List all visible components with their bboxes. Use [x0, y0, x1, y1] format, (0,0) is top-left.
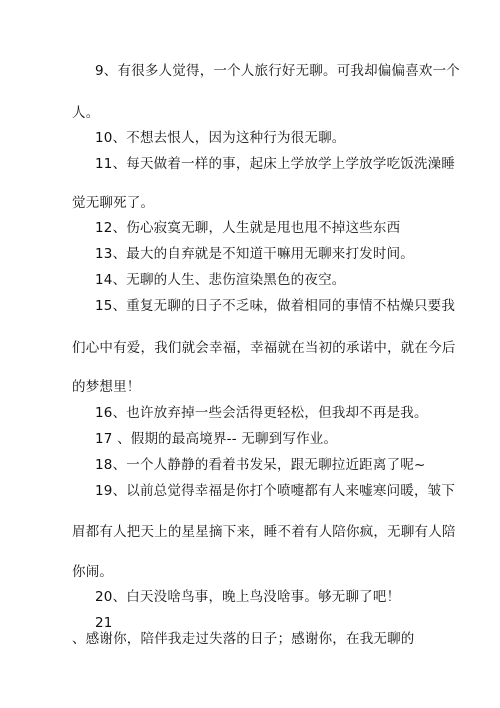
paragraph-line: 16、也许放弃掉一些会活得更轻松，但我却不再是我。 [95, 405, 428, 421]
paragraph-line: 17 、假期的最高境界-- 无聊到写作业。 [95, 431, 338, 447]
paragraph-line: 21 [95, 615, 113, 631]
paragraph-line: 13、最大的自弃就是不知道干嘛用无聊来打发时间。 [95, 246, 414, 262]
paragraph-line: 12、伤心寂寞无聊，人生就是甩也甩不掉这些东西 [95, 220, 401, 236]
paragraph-line: 的梦想里！ [72, 379, 141, 395]
paragraph-line: 觉无聊死了。 [72, 195, 155, 211]
paragraph-line: 们心中有爱，我们就会幸福，幸福就在当初的承诺中，就在今后 [72, 340, 456, 356]
paragraph-line: 、感谢你，陪伴我走过失落的日子；感谢你，在我无聊的 [72, 631, 415, 647]
paragraph-line: 人。 [72, 105, 100, 121]
paragraph-line: 20、白天没啥鸟事，晚上鸟没啥事。够无聊了吧！ [95, 589, 401, 605]
paragraph-line: 10、不想去恨人，因为这种行为很无聊。 [95, 130, 346, 146]
paragraph-line: 9、有很多人觉得，一个人旅行好无聊。可我却偏偏喜欢一个 [95, 63, 460, 79]
paragraph-line: 18、一个人静静的看着书发呆，跟无聊拉近距离了呢~ [95, 457, 426, 473]
paragraph-line: 15、重复无聊的日子不乏味，做着相同的事情不枯燥只要我 [95, 298, 456, 314]
paragraph-line: 11、每天做着一样的事，起床上学放学上学放学吃饭洗澡睡 [95, 156, 456, 172]
paragraph-line: 你闹。 [72, 564, 114, 580]
paragraph-line: 眉都有人把天上的星星摘下来，睡不着有人陪你疯，无聊有人陪 [72, 524, 456, 540]
paragraph-line: 14、无聊的人生、悲伤渲染黑色的夜空。 [95, 272, 346, 288]
paragraph-line: 19、以前总觉得幸福是你打个喷嚏都有人来嘘寒问暖，皱下 [95, 483, 456, 499]
